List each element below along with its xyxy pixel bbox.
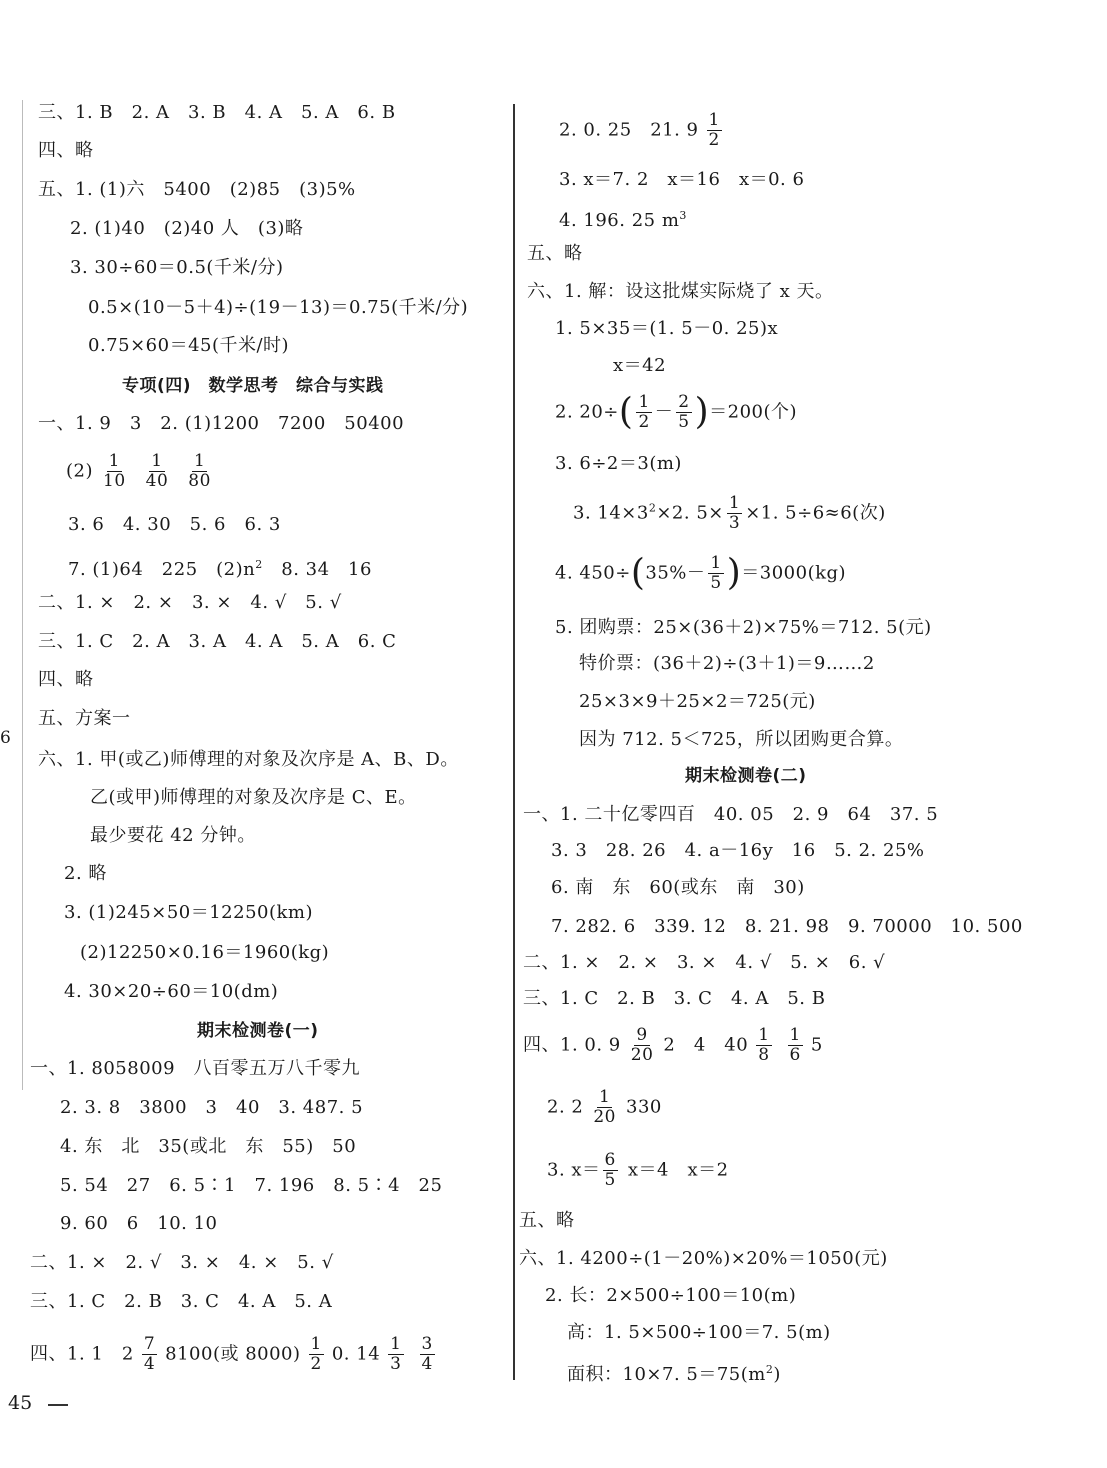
answer-line: 三、1. C 2. A 3. A 4. A 5. A 6. C bbox=[38, 631, 397, 652]
answer-line: 3. (1)245×50＝12250(km) bbox=[64, 902, 314, 923]
page-number-dash bbox=[48, 1404, 68, 1406]
answer-line: 3. 6÷2＝3(m) bbox=[555, 453, 682, 474]
answer-text: 8. 34 16 bbox=[262, 559, 372, 580]
answer-text: 2 4 40 bbox=[663, 1034, 749, 1056]
right-paren: ) bbox=[726, 552, 742, 594]
section-heading: 专项(四) 数学思考 综合与实践 bbox=[122, 376, 384, 396]
answer-text: 8100(或 8000) bbox=[165, 1343, 301, 1365]
numerator: 1 bbox=[151, 451, 163, 471]
answer-line-fractions bbox=[547, 1151, 729, 1190]
answer-line-fractions bbox=[30, 1335, 443, 1374]
answer-line: 一、1. 二十亿零四百 40. 05 2. 9 64 37. 5 bbox=[523, 804, 939, 825]
answer-line: 四、略 bbox=[38, 140, 94, 161]
answer-line: 一、1. 8058009 八百零五万八千零九 bbox=[30, 1058, 361, 1079]
answer-line-fractions bbox=[523, 1026, 823, 1065]
answer-line: 7. 282. 6 339. 12 8. 21. 98 9. 70000 10. 500 bbox=[551, 916, 1023, 937]
exponent: 3 bbox=[679, 209, 687, 222]
answer-line: 最少要花 42 分钟。 bbox=[90, 825, 256, 846]
answer-text: x＝4 x＝2 bbox=[627, 1159, 729, 1181]
answer-text: ×2. 5× bbox=[656, 502, 724, 524]
numerator: 1 bbox=[310, 1334, 322, 1354]
numerator: 1 bbox=[728, 493, 741, 513]
fraction bbox=[708, 554, 723, 593]
section-heading: 期末检测卷(一) bbox=[197, 1021, 319, 1041]
answer-line-fractions bbox=[559, 111, 730, 150]
numerator: 1 bbox=[108, 451, 120, 471]
fraction bbox=[144, 452, 171, 491]
answer-line: 0.5×(10－5＋4)÷(19－13)＝0.75(千米/分) bbox=[88, 297, 469, 318]
answer-text: 35%－ bbox=[645, 562, 706, 584]
answer-line: 二、1. × 2. × 3. × 4. √ 5. × 6. √ bbox=[523, 952, 886, 973]
fraction bbox=[788, 1026, 803, 1065]
answer-text: 4. 196. 25 m bbox=[559, 210, 680, 231]
section-heading: 期末检测卷(二) bbox=[685, 766, 807, 786]
denominator: 2 bbox=[638, 412, 650, 432]
answer-line bbox=[559, 205, 687, 232]
fraction bbox=[676, 393, 691, 432]
denominator: 5 bbox=[678, 412, 690, 432]
margin-mark: 6 bbox=[0, 728, 11, 748]
answer-line: 二、1. × 2. × 3. × 4. √ 5. √ bbox=[38, 592, 342, 613]
answer-line: 三、1. B 2. A 3. B 4. A 5. A 6. B bbox=[38, 102, 396, 123]
answer-line: (2)12250×0.16＝1960(kg) bbox=[80, 942, 330, 963]
answer-line: 5. 54 27 6. 5∶1 7. 196 8. 5∶4 25 bbox=[60, 1175, 443, 1196]
answer-line: 特价票：(36＋2)÷(3＋1)＝9……2 bbox=[579, 653, 875, 674]
answer-text: 3. 14×3 bbox=[573, 502, 649, 524]
numerator: 1 bbox=[599, 1087, 611, 1107]
denominator: 5 bbox=[710, 573, 722, 593]
page-edge-line bbox=[22, 100, 23, 1090]
answer-line: 3. x＝7. 2 x＝16 x＝0. 6 bbox=[559, 169, 805, 190]
denominator: 3 bbox=[390, 1354, 402, 1374]
answer-line: 乙(或甲)师傅理的对象及次序是 C、E。 bbox=[90, 787, 417, 808]
left-paren: ( bbox=[630, 552, 646, 594]
answer-line: 6. 南 东 60(或东 南 30) bbox=[551, 877, 805, 898]
denominator: 2 bbox=[310, 1354, 322, 1374]
answer-text: ＝200(个) bbox=[709, 401, 798, 423]
answer-line: 六、1. 甲(或乙)师傅理的对象及次序是 A、B、D。 bbox=[38, 749, 459, 770]
answer-line: 3. 30÷60＝0.5(千米/分) bbox=[70, 257, 284, 278]
fraction bbox=[756, 1026, 771, 1065]
right-paren: ) bbox=[694, 391, 710, 433]
answer-line: 25×3×9＋25×2＝725(元) bbox=[579, 691, 816, 712]
answer-line: 4. 30×20÷60＝10(dm) bbox=[64, 981, 279, 1002]
fraction bbox=[636, 393, 651, 432]
denominator: 20 bbox=[630, 1045, 654, 1065]
operator: － bbox=[654, 401, 674, 423]
answer-line: 因为 712. 5＜725，所以团购更合算。 bbox=[579, 729, 904, 750]
fraction bbox=[629, 1026, 656, 1065]
fraction bbox=[591, 1088, 618, 1127]
answer-line: 2. 长：2×500÷100＝10(m) bbox=[545, 1285, 797, 1306]
answer-line-fractions bbox=[555, 554, 846, 593]
denominator: 40 bbox=[145, 471, 169, 491]
answer-line: 三、1. C 2. B 3. C 4. A 5. A bbox=[30, 1291, 333, 1312]
exponent: 2 bbox=[765, 1363, 774, 1376]
answer-text: 四、1. 1 2 bbox=[30, 1343, 134, 1365]
answer-line: 5. 团购票：25×(36＋2)×75%＝712. 5(元) bbox=[555, 617, 932, 638]
answer-text: 330 bbox=[626, 1096, 662, 1118]
answer-line: 4. 东 北 35(或北 东 55) 50 bbox=[60, 1136, 357, 1157]
fraction bbox=[101, 452, 128, 491]
answer-line: 1. 5×35＝(1. 5－0. 25)x bbox=[555, 318, 779, 339]
numerator: 1 bbox=[789, 1025, 801, 1045]
page-number: 45 bbox=[8, 1392, 33, 1414]
denominator: 8 bbox=[758, 1045, 770, 1065]
denominator: 10 bbox=[103, 471, 126, 491]
answer-line: 五、略 bbox=[527, 243, 583, 264]
exponent: 2 bbox=[255, 558, 263, 571]
answer-text: 2. 2 bbox=[547, 1096, 584, 1118]
fraction bbox=[142, 1335, 157, 1374]
answer-line bbox=[68, 554, 372, 581]
answer-line: 3. 6 4. 30 5. 6 6. 3 bbox=[68, 514, 281, 535]
answer-line: 四、略 bbox=[38, 669, 94, 690]
fraction bbox=[186, 452, 213, 491]
denominator: 2 bbox=[708, 130, 720, 150]
numerator: 1 bbox=[708, 110, 720, 130]
fraction bbox=[727, 494, 742, 533]
fraction bbox=[388, 1335, 403, 1374]
column-divider bbox=[513, 104, 515, 1380]
denominator: 6 bbox=[789, 1045, 801, 1065]
answer-line-fractions bbox=[66, 452, 221, 491]
answer-line: x＝42 bbox=[613, 355, 667, 376]
numerator: 3 bbox=[421, 1334, 433, 1354]
answer-text: ×1. 5÷6≈6(次) bbox=[745, 502, 886, 524]
denominator: 20 bbox=[593, 1107, 616, 1127]
answer-line: 2. (1)40 (2)40 人 (3)略 bbox=[70, 218, 304, 239]
answer-line bbox=[567, 1359, 781, 1386]
answer-line: 2. 3. 8 3800 3 40 3. 487. 5 bbox=[60, 1097, 364, 1118]
answer-text: ＝3000(kg) bbox=[741, 562, 847, 584]
fraction bbox=[420, 1335, 435, 1374]
numerator: 2 bbox=[678, 392, 690, 412]
fraction bbox=[309, 1335, 324, 1374]
denominator: 5 bbox=[604, 1170, 616, 1190]
answer-line: 五、方案一 bbox=[38, 708, 131, 729]
answer-line-fractions bbox=[547, 1088, 662, 1127]
fraction bbox=[707, 111, 722, 150]
answer-line: 0.75×60＝45(千米/时) bbox=[88, 335, 290, 356]
answer-line: 五、1. (1)六 5400 (2)85 (3)5% bbox=[38, 179, 356, 200]
answer-text: (2) bbox=[66, 460, 93, 482]
denominator: 4 bbox=[421, 1354, 433, 1374]
answer-text: 7. (1)64 225 (2)n bbox=[68, 559, 256, 580]
answer-line-fractions bbox=[555, 393, 797, 432]
answer-text: 2. 0. 25 21. 9 bbox=[559, 119, 699, 141]
answer-text: 5 bbox=[810, 1034, 823, 1056]
answer-line: 3. 3 28. 26 4. a－16y 16 5. 2. 25% bbox=[551, 840, 925, 861]
left-paren: ( bbox=[618, 391, 634, 433]
answer-text: 0. 14 bbox=[331, 1343, 381, 1365]
answer-line: 三、1. C 2. B 3. C 4. A 5. B bbox=[523, 988, 826, 1009]
denominator: 80 bbox=[188, 471, 211, 491]
answer-text: ) bbox=[773, 1364, 781, 1385]
answer-line-fractions bbox=[573, 494, 886, 533]
answer-line: 一、1. 9 3 2. (1)1200 7200 50400 bbox=[38, 413, 405, 434]
numerator: 6 bbox=[604, 1150, 616, 1170]
numerator: 1 bbox=[758, 1025, 770, 1045]
answer-text: 面积：10×7. 5＝75(m bbox=[567, 1364, 766, 1385]
answer-line: 六、1. 解：设这批煤实际烧了 x 天。 bbox=[527, 281, 834, 302]
numerator: 1 bbox=[193, 451, 206, 471]
numerator: 1 bbox=[710, 553, 722, 573]
exponent: 2 bbox=[648, 501, 657, 515]
denominator: 3 bbox=[728, 513, 741, 533]
answer-line: 六、1. 4200÷(1－20%)×20%＝1050(元) bbox=[519, 1248, 888, 1269]
answer-text: 2. 20÷ bbox=[555, 401, 619, 423]
answer-line: 高：1. 5×500÷100＝7. 5(m) bbox=[567, 1322, 831, 1343]
fraction bbox=[603, 1151, 618, 1190]
answer-line: 二、1. × 2. √ 3. × 4. × 5. √ bbox=[30, 1252, 334, 1273]
numerator: 1 bbox=[390, 1334, 402, 1354]
answer-line: 五、略 bbox=[519, 1210, 575, 1231]
numerator: 1 bbox=[638, 392, 650, 412]
answer-text: 3. x＝ bbox=[547, 1159, 601, 1181]
numerator: 9 bbox=[636, 1025, 648, 1045]
answer-line: 2. 略 bbox=[64, 863, 107, 884]
answer-text: 四、1. 0. 9 bbox=[523, 1034, 621, 1056]
denominator: 4 bbox=[143, 1354, 156, 1374]
numerator: 7 bbox=[143, 1334, 156, 1354]
answer-line: 9. 60 6 10. 10 bbox=[60, 1213, 218, 1234]
answer-text: 4. 450÷ bbox=[555, 562, 631, 584]
